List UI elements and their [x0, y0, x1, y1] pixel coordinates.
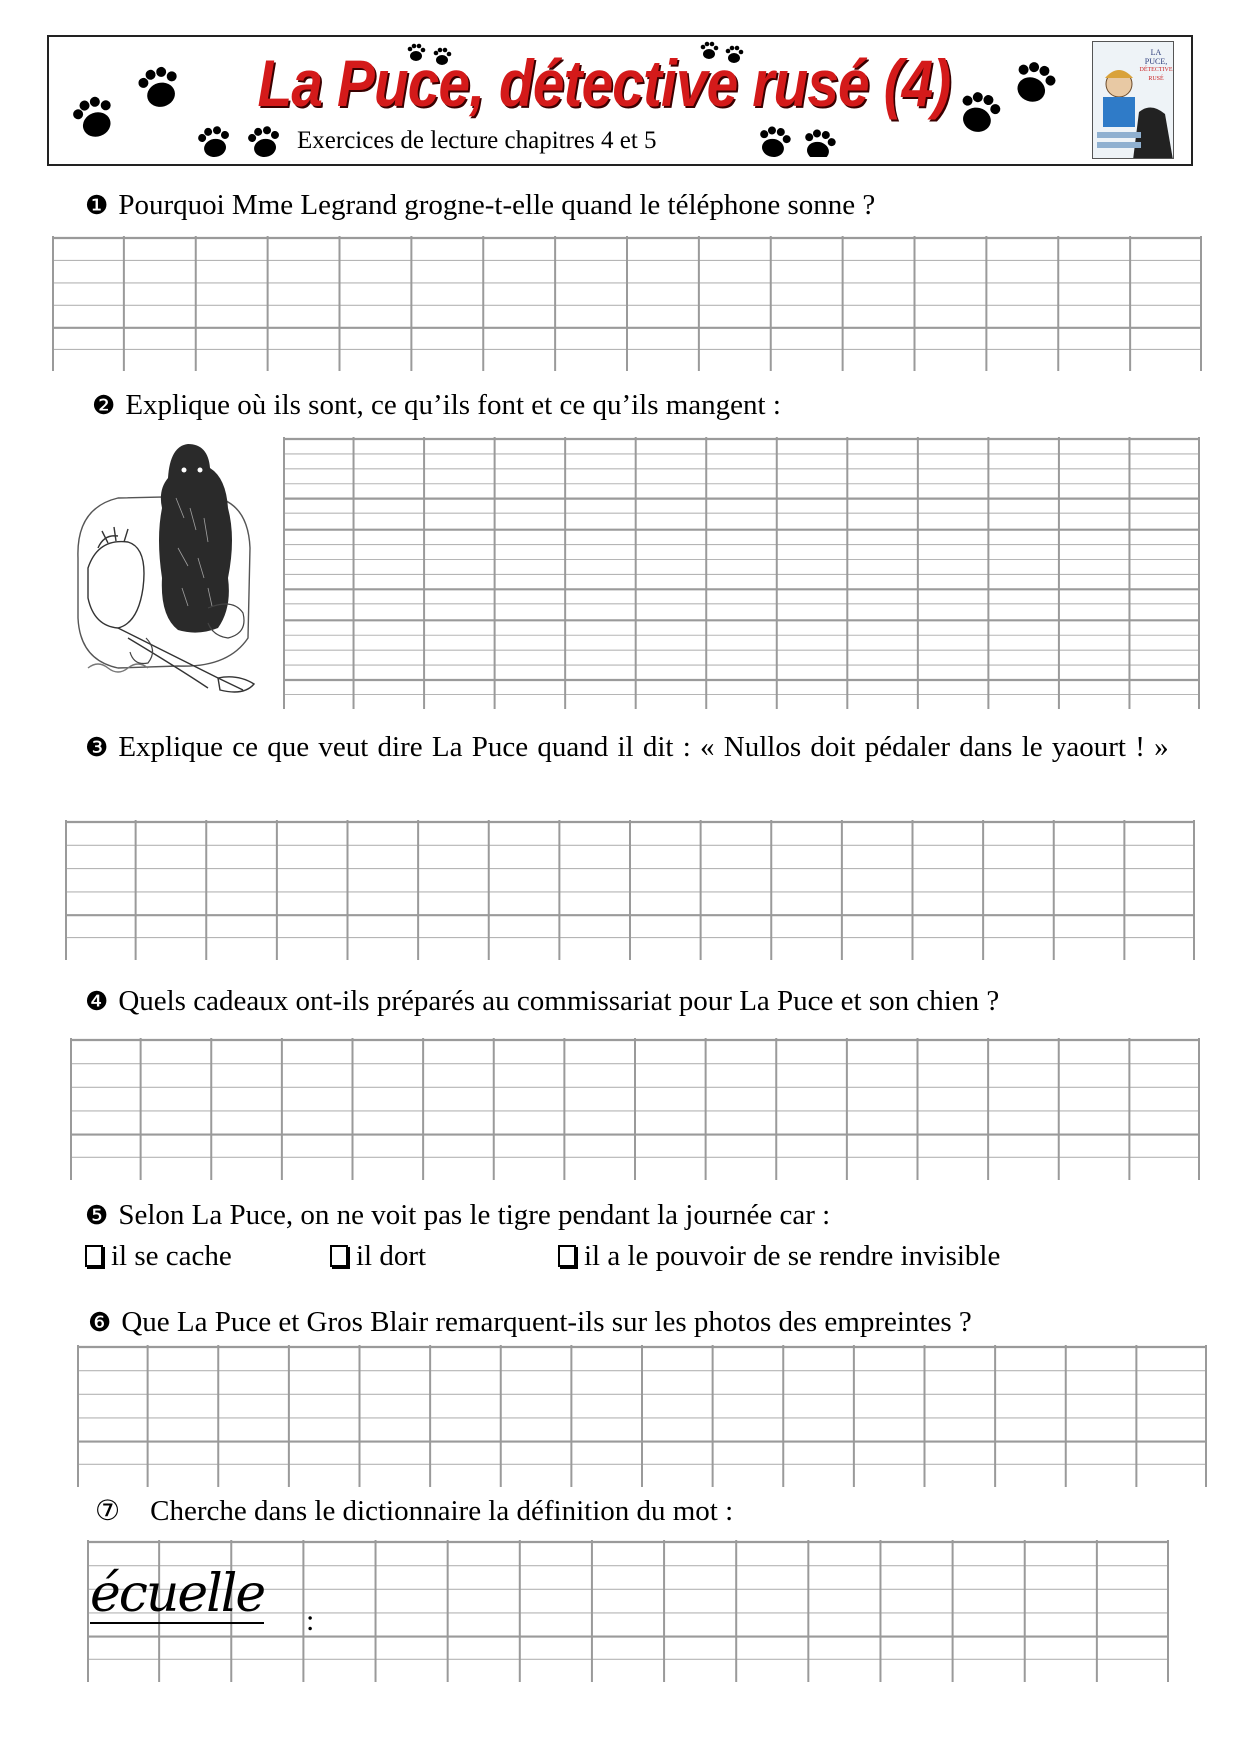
question-2 — [92, 386, 781, 425]
question-7 — [95, 1492, 733, 1530]
question-text-2: Explique où ils sont, ce qu’ils font et ce qu’ils mangent : — [125, 389, 781, 421]
choice-2[interactable] — [330, 1240, 426, 1273]
grid-lines — [52, 236, 1202, 371]
question-number-4: ❹ — [85, 987, 109, 1017]
question-3 — [85, 728, 1195, 767]
grid-lines — [70, 1038, 1200, 1180]
choice-label-3: il a le pouvoir de se rendre invisible — [584, 1240, 1001, 1272]
question-number-2: ❷ — [92, 391, 116, 421]
answer-grid-1[interactable] — [52, 236, 1202, 371]
choice-label-2: il dort — [356, 1240, 427, 1272]
word-ecuelle: écuelle — [90, 1564, 265, 1624]
question-text-3: Explique ce que veut dire La Puce quand il dit : « Nullos doit pédaler dans le yaourt ! » — [118, 731, 1169, 763]
worksheet-subtitle: Exercices de lecture chapitres 4 et 5 — [297, 127, 657, 154]
question-text-7: Cherche dans le dictionnaire la définition du mot : — [150, 1495, 734, 1527]
cover-text-2: PUCE, — [1144, 57, 1168, 66]
question-5 — [85, 1196, 830, 1235]
book-cover-image — [1092, 41, 1174, 159]
dog-and-boy-illustration — [58, 438, 270, 703]
answer-grid-2[interactable] — [283, 437, 1200, 709]
grid-lines — [77, 1345, 1207, 1487]
choice-1[interactable] — [85, 1240, 232, 1273]
checkbox-icon[interactable] — [330, 1245, 348, 1267]
question-number-7: ⑦ — [95, 1494, 121, 1527]
worksheet-header — [47, 35, 1193, 166]
cover-text-1: LA — [1150, 48, 1162, 57]
worksheet-title: La Puce, détective rusé (4) — [257, 46, 951, 120]
question-4 — [85, 982, 999, 1021]
answer-grid-4[interactable] — [70, 1038, 1200, 1180]
question-1 — [85, 186, 875, 225]
choice-3[interactable] — [558, 1240, 1000, 1273]
question-number-6: ❻ — [88, 1308, 112, 1338]
checkbox-icon[interactable] — [85, 1245, 103, 1267]
question-6 — [88, 1303, 972, 1342]
grid-lines — [65, 820, 1195, 960]
question-number-3: ❸ — [85, 733, 109, 763]
question-number-5: ❺ — [85, 1201, 109, 1231]
cover-text-4: RUSÉ — [1148, 76, 1164, 82]
checkbox-icon[interactable] — [558, 1245, 576, 1267]
answer-grid-6[interactable] — [77, 1345, 1207, 1487]
word-colon: : — [306, 1604, 315, 1637]
answer-grid-3[interactable] — [65, 820, 1195, 960]
choice-label-1: il se cache — [111, 1240, 232, 1272]
question-text-4: Quels cadeaux ont-ils préparés au commissariat pour La Puce et son chien ? — [118, 985, 1000, 1017]
question-text-6: Que La Puce et Gros Blair remarquent-ils sur les photos des empreintes ? — [121, 1306, 972, 1338]
question-number-1: ❶ — [85, 191, 109, 221]
question-text-5: Selon La Puce, on ne voit pas le tigre pendant la journée car : — [118, 1199, 831, 1231]
grid-lines — [283, 437, 1200, 709]
cover-text-3: DÉTECTIVE — [1139, 67, 1173, 73]
question-text-1: Pourquoi Mme Legrand grogne-t-elle quand le téléphone sonne ? — [118, 189, 876, 221]
